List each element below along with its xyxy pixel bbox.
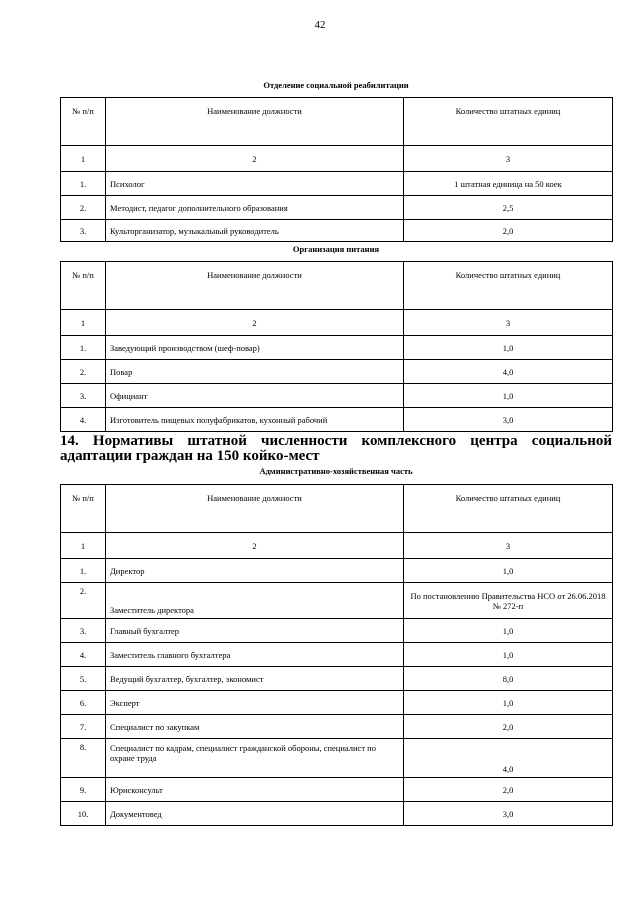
- header-number: № п/п: [61, 98, 106, 146]
- row-position: Специалист по закупкам: [106, 715, 404, 739]
- row-count: 1,0: [404, 619, 613, 643]
- table-header-row: [61, 485, 613, 533]
- header-number: № п/п: [61, 262, 106, 310]
- row-number: 1.: [61, 172, 106, 196]
- index-cell: 2: [106, 146, 404, 172]
- row-number: 2.: [61, 360, 106, 384]
- row-number: 2.: [61, 196, 106, 220]
- row-position: Официант: [106, 384, 404, 408]
- row-number: 7.: [61, 715, 106, 739]
- row-count: 1 штатная единица на 50 коек: [404, 172, 613, 196]
- section-title-administrative: Административно-хозяйственная часть: [259, 466, 413, 476]
- row-number: 3.: [61, 384, 106, 408]
- header-count: Количество штатных единиц: [404, 485, 613, 533]
- row-number: 5.: [61, 667, 106, 691]
- row-position: Юрисконсульт: [106, 778, 404, 802]
- table-row: [61, 691, 613, 715]
- row-position: Специалист по кадрам, специалист гражданской обороны, специалист по охране труда: [106, 739, 404, 778]
- table-header-row: [61, 98, 613, 146]
- index-cell: 3: [404, 146, 613, 172]
- row-count: 2,5: [404, 196, 613, 220]
- index-cell: 1: [61, 533, 106, 559]
- header-number: № п/п: [61, 485, 106, 533]
- row-position: Заведующий производством (шеф-повар): [106, 336, 404, 360]
- header-position: Наименование должности: [106, 485, 404, 533]
- row-number: 9.: [61, 778, 106, 802]
- index-cell: 2: [106, 533, 404, 559]
- table-header-row: [61, 262, 613, 310]
- section-heading-14: 14. Нормативы штатной численности комплексного центра социальной адаптации граждан на 150 койко-мест: [60, 433, 612, 464]
- row-count: По постановлению Правительства НСО от 26.06.2018 № 272-п: [404, 583, 613, 619]
- row-number: 8.: [61, 739, 106, 778]
- row-position: Изготовитель пищевых полуфабрикатов, кухонный рабочий: [106, 408, 404, 432]
- header-count: Количество штатных единиц: [404, 262, 613, 310]
- row-position: Культорганизатор, музыкальный руководитель: [106, 220, 404, 242]
- row-count: 8,0: [404, 667, 613, 691]
- table-index-row: [61, 533, 613, 559]
- table-row: [61, 667, 613, 691]
- table-row: [61, 778, 613, 802]
- row-count: 2,0: [404, 220, 613, 242]
- table-rehabilitation: [60, 97, 613, 242]
- table-row: [61, 739, 613, 778]
- row-position: Эксперт: [106, 691, 404, 715]
- table-row: [61, 643, 613, 667]
- table-catering: [60, 261, 613, 432]
- row-count: 2,0: [404, 778, 613, 802]
- row-count: 3,0: [404, 408, 613, 432]
- header-count: Количество штатных единиц: [404, 98, 613, 146]
- index-cell: 2: [106, 310, 404, 336]
- row-count: 4,0: [404, 739, 613, 778]
- row-number: 1.: [61, 336, 106, 360]
- row-number: 2.: [61, 583, 106, 619]
- index-cell: 3: [404, 533, 613, 559]
- index-cell: 1: [61, 146, 106, 172]
- row-position: Документовед: [106, 802, 404, 826]
- row-position: Повар: [106, 360, 404, 384]
- row-number: 10.: [61, 802, 106, 826]
- row-position: Главный бухгалтер: [106, 619, 404, 643]
- table-row: [61, 802, 613, 826]
- header-position: Наименование должности: [106, 98, 404, 146]
- row-count: 1,0: [404, 559, 613, 583]
- index-cell: 1: [61, 310, 106, 336]
- row-number: 3.: [61, 220, 106, 242]
- section-title-catering: Организация питания: [292, 244, 380, 254]
- row-position: Заместитель главного бухгалтера: [106, 643, 404, 667]
- row-number: 4.: [61, 643, 106, 667]
- row-number: 1.: [61, 559, 106, 583]
- index-cell: 3: [404, 310, 613, 336]
- table-row: [61, 384, 613, 408]
- table-row: [61, 196, 613, 220]
- row-count: 1,0: [404, 336, 613, 360]
- row-count: 2,0: [404, 715, 613, 739]
- row-position: Психолог: [106, 172, 404, 196]
- row-position: Заместитель директора: [106, 583, 404, 619]
- table-row: [61, 408, 613, 432]
- row-count: 4,0: [404, 360, 613, 384]
- row-number: 6.: [61, 691, 106, 715]
- table-administrative: [60, 484, 613, 826]
- table-row: [61, 715, 613, 739]
- row-count: 3,0: [404, 802, 613, 826]
- table-row: [61, 336, 613, 360]
- table-index-row: [61, 310, 613, 336]
- row-count: 1,0: [404, 643, 613, 667]
- section-title-rehabilitation: Отделение социальной реабилитации: [263, 80, 409, 90]
- table-row: [61, 220, 613, 242]
- table-row: [61, 360, 613, 384]
- table-index-row: [61, 146, 613, 172]
- table-row: [61, 619, 613, 643]
- row-count: 1,0: [404, 384, 613, 408]
- header-position: Наименование должности: [106, 262, 404, 310]
- row-position: Ведущий бухгалтер, бухгалтер, экономист: [106, 667, 404, 691]
- table-row: [61, 559, 613, 583]
- row-position: Методист, педагог дополнительного образования: [106, 196, 404, 220]
- row-number: 4.: [61, 408, 106, 432]
- page-number: 42: [314, 19, 326, 31]
- table-row: [61, 172, 613, 196]
- row-number: 3.: [61, 619, 106, 643]
- row-count: 1,0: [404, 691, 613, 715]
- row-position: Директор: [106, 559, 404, 583]
- table-row: [61, 583, 613, 619]
